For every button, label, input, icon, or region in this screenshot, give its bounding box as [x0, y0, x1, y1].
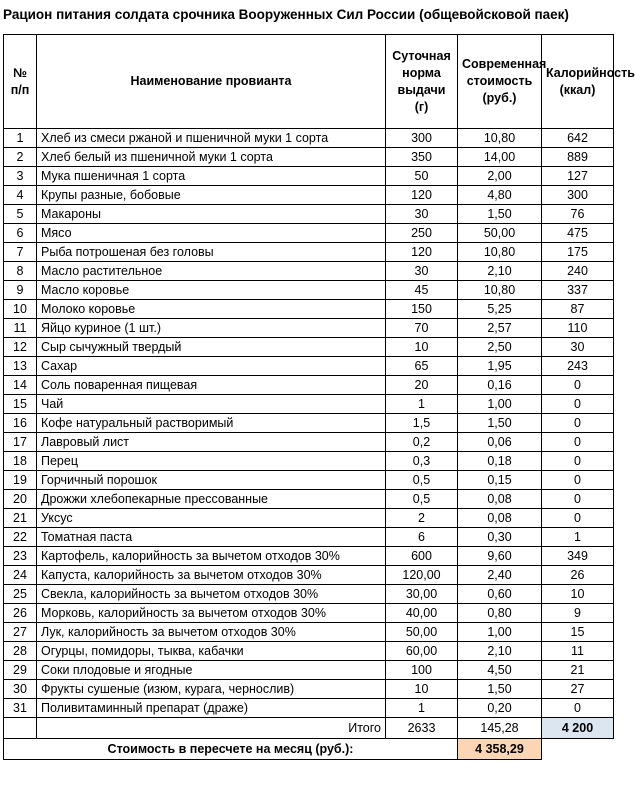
row-norm: 30,00	[386, 585, 458, 604]
table-body	[4, 129, 614, 718]
row-num: 18	[4, 452, 37, 471]
row-norm: 1	[386, 395, 458, 414]
row-name: Томатная паста	[37, 528, 386, 547]
row-norm: 65	[386, 357, 458, 376]
row-norm: 1,5	[386, 414, 458, 433]
row-cal: 30	[542, 338, 614, 357]
header-norm: Суточная норма выдачи (г)	[386, 35, 458, 129]
table-row	[4, 414, 614, 433]
header-num: № п/п	[4, 35, 37, 129]
ration-table	[3, 34, 635, 760]
row-cost: 0,18	[458, 452, 542, 471]
row-norm: 1	[386, 699, 458, 718]
row-num: 3	[4, 167, 37, 186]
table-row	[4, 338, 614, 357]
row-norm: 600	[386, 547, 458, 566]
row-cost: 0,08	[458, 509, 542, 528]
row-cost: 10,80	[458, 129, 542, 148]
row-name: Лавровый лист	[37, 433, 386, 452]
row-norm: 0,3	[386, 452, 458, 471]
row-cost: 4,80	[458, 186, 542, 205]
row-num: 10	[4, 300, 37, 319]
header-name: Наименование провианта	[37, 35, 386, 129]
row-cost: 14,00	[458, 148, 542, 167]
row-cal: 0	[542, 471, 614, 490]
row-norm: 40,00	[386, 604, 458, 623]
total-label: Итого	[37, 718, 386, 739]
monthly-label: Стоимость в пересчете на месяц (руб.):	[4, 739, 458, 760]
row-cost: 0,60	[458, 585, 542, 604]
row-num: 19	[4, 471, 37, 490]
row-cost: 10,80	[458, 281, 542, 300]
table-row	[4, 680, 614, 699]
row-norm: 120,00	[386, 566, 458, 585]
row-norm: 100	[386, 661, 458, 680]
row-name: Макароны	[37, 205, 386, 224]
table-row	[4, 357, 614, 376]
row-name: Хлеб из смеси ржаной и пшеничной муки 1 сорта	[37, 129, 386, 148]
row-norm: 0,2	[386, 433, 458, 452]
row-norm: 45	[386, 281, 458, 300]
table-row	[4, 642, 614, 661]
table-row	[4, 699, 614, 718]
row-cost: 2,10	[458, 262, 542, 281]
table-row	[4, 604, 614, 623]
row-norm: 300	[386, 129, 458, 148]
page-title: Рацион питания солдата срочника Вооруженных Сил России (общевойсковой паек)	[3, 7, 569, 22]
row-cost: 2,50	[458, 338, 542, 357]
row-cal: 15	[542, 623, 614, 642]
row-cost: 0,06	[458, 433, 542, 452]
row-cal: 10	[542, 585, 614, 604]
row-norm: 150	[386, 300, 458, 319]
table-row	[4, 319, 614, 338]
row-cal: 87	[542, 300, 614, 319]
row-cost: 5,25	[458, 300, 542, 319]
row-num: 23	[4, 547, 37, 566]
row-norm: 350	[386, 148, 458, 167]
row-cost: 1,50	[458, 205, 542, 224]
row-num: 13	[4, 357, 37, 376]
row-norm: 60,00	[386, 642, 458, 661]
row-cost: 0,20	[458, 699, 542, 718]
row-name: Картофель, калорийность за вычетом отходов 30%	[37, 547, 386, 566]
row-num: 28	[4, 642, 37, 661]
row-norm: 10	[386, 338, 458, 357]
row-num: 25	[4, 585, 37, 604]
row-name: Молоко коровье	[37, 300, 386, 319]
row-name: Капуста, калорийность за вычетом отходов 30%	[37, 566, 386, 585]
row-name: Мука пшеничная 1 сорта	[37, 167, 386, 186]
row-name: Яйцо куриное (1 шт.)	[37, 319, 386, 338]
table-row	[4, 300, 614, 319]
row-norm: 120	[386, 243, 458, 262]
row-num: 12	[4, 338, 37, 357]
row-cost: 1,50	[458, 680, 542, 699]
row-name: Дрожжи хлебопекарные прессованные	[37, 490, 386, 509]
row-name: Кофе натуральный растворимый	[37, 414, 386, 433]
row-cal: 889	[542, 148, 614, 167]
row-cost: 2,57	[458, 319, 542, 338]
row-cost: 2,40	[458, 566, 542, 585]
row-num: 16	[4, 414, 37, 433]
row-cost: 10,80	[458, 243, 542, 262]
row-cal: 127	[542, 167, 614, 186]
row-cost: 0,08	[458, 490, 542, 509]
row-num: 26	[4, 604, 37, 623]
row-name: Перец	[37, 452, 386, 471]
table-row	[4, 661, 614, 680]
table-row	[4, 186, 614, 205]
row-cal: 0	[542, 490, 614, 509]
row-norm: 30	[386, 205, 458, 224]
row-name: Рыба потрошеная без головы	[37, 243, 386, 262]
row-num: 9	[4, 281, 37, 300]
table-row	[4, 528, 614, 547]
row-num: 6	[4, 224, 37, 243]
row-num: 14	[4, 376, 37, 395]
row-cal: 0	[542, 395, 614, 414]
row-name: Крупы разные, бобовые	[37, 186, 386, 205]
total-empty	[4, 718, 37, 739]
header-row	[4, 35, 614, 129]
table-row	[4, 566, 614, 585]
row-cost: 9,60	[458, 547, 542, 566]
row-cal: 240	[542, 262, 614, 281]
total-cal: 4 200	[542, 718, 614, 739]
row-cost: 2,00	[458, 167, 542, 186]
table-row	[4, 129, 614, 148]
row-name: Огурцы, помидоры, тыква, кабачки	[37, 642, 386, 661]
row-num: 31	[4, 699, 37, 718]
row-cost: 2,10	[458, 642, 542, 661]
table-row	[4, 433, 614, 452]
table-row	[4, 623, 614, 642]
row-num: 29	[4, 661, 37, 680]
row-num: 15	[4, 395, 37, 414]
row-norm: 70	[386, 319, 458, 338]
row-norm: 0,5	[386, 471, 458, 490]
row-name: Соки плодовые и ягодные	[37, 661, 386, 680]
monthly-row	[4, 739, 614, 760]
table-row	[4, 205, 614, 224]
row-norm: 120	[386, 186, 458, 205]
table-row	[4, 224, 614, 243]
table-row	[4, 585, 614, 604]
row-cal: 1	[542, 528, 614, 547]
row-cost: 0,80	[458, 604, 542, 623]
table-row	[4, 509, 614, 528]
monthly-value: 4 358,29	[458, 739, 542, 760]
table-row	[4, 281, 614, 300]
monthly-empty	[542, 739, 614, 760]
row-num: 7	[4, 243, 37, 262]
row-num: 5	[4, 205, 37, 224]
row-num: 8	[4, 262, 37, 281]
row-cal: 475	[542, 224, 614, 243]
row-cal: 300	[542, 186, 614, 205]
row-name: Горчичный порошок	[37, 471, 386, 490]
row-cost: 1,00	[458, 395, 542, 414]
row-num: 30	[4, 680, 37, 699]
row-norm: 30	[386, 262, 458, 281]
row-cal: 11	[542, 642, 614, 661]
table-row	[4, 471, 614, 490]
row-norm: 250	[386, 224, 458, 243]
row-norm: 10	[386, 680, 458, 699]
row-cal: 337	[542, 281, 614, 300]
row-num: 1	[4, 129, 37, 148]
table-row	[4, 167, 614, 186]
row-name: Хлеб белый из пшеничной муки 1 сорта	[37, 148, 386, 167]
row-norm: 20	[386, 376, 458, 395]
total-row	[4, 718, 614, 739]
row-cal: 0	[542, 376, 614, 395]
total-norm: 2633	[386, 718, 458, 739]
row-cal: 0	[542, 414, 614, 433]
row-cal: 110	[542, 319, 614, 338]
row-cal: 0	[542, 452, 614, 471]
row-name: Сыр сычужный твердый	[37, 338, 386, 357]
table-row	[4, 490, 614, 509]
row-norm: 50,00	[386, 623, 458, 642]
row-num: 11	[4, 319, 37, 338]
row-cal: 26	[542, 566, 614, 585]
row-name: Свекла, калорийность за вычетом отходов 30%	[37, 585, 386, 604]
table-row	[4, 376, 614, 395]
row-cost: 4,50	[458, 661, 542, 680]
row-name: Мясо	[37, 224, 386, 243]
row-norm: 2	[386, 509, 458, 528]
row-name: Уксус	[37, 509, 386, 528]
row-cal: 349	[542, 547, 614, 566]
row-cal: 175	[542, 243, 614, 262]
row-num: 21	[4, 509, 37, 528]
table-row	[4, 395, 614, 414]
row-cost: 1,00	[458, 623, 542, 642]
row-cost: 0,30	[458, 528, 542, 547]
total-cost: 145,28	[458, 718, 542, 739]
row-name: Поливитаминный препарат (драже)	[37, 699, 386, 718]
table-row	[4, 262, 614, 281]
row-name: Масло растительное	[37, 262, 386, 281]
row-cal: 0	[542, 699, 614, 718]
row-name: Лук, калорийность за вычетом отходов 30%	[37, 623, 386, 642]
row-num: 17	[4, 433, 37, 452]
row-name: Чай	[37, 395, 386, 414]
header-cal: Калорийность (ккал)	[542, 35, 614, 129]
row-cal: 76	[542, 205, 614, 224]
row-cal: 243	[542, 357, 614, 376]
table-row	[4, 452, 614, 471]
row-cal: 27	[542, 680, 614, 699]
row-cost: 50,00	[458, 224, 542, 243]
row-cal: 21	[542, 661, 614, 680]
row-name: Фрукты сушеные (изюм, курага, чернослив)	[37, 680, 386, 699]
row-cal: 642	[542, 129, 614, 148]
row-cost: 1,95	[458, 357, 542, 376]
table-row	[4, 547, 614, 566]
row-name: Сахар	[37, 357, 386, 376]
row-norm: 6	[386, 528, 458, 547]
row-name: Масло коровье	[37, 281, 386, 300]
row-cal: 0	[542, 433, 614, 452]
row-num: 27	[4, 623, 37, 642]
row-cost: 0,15	[458, 471, 542, 490]
row-num: 4	[4, 186, 37, 205]
row-norm: 0,5	[386, 490, 458, 509]
table-row	[4, 243, 614, 262]
header-cost: Современная стоимость (руб.)	[458, 35, 542, 129]
table-row	[4, 148, 614, 167]
row-cost: 0,16	[458, 376, 542, 395]
row-num: 20	[4, 490, 37, 509]
row-norm: 50	[386, 167, 458, 186]
row-cal: 9	[542, 604, 614, 623]
row-cal: 0	[542, 509, 614, 528]
row-cost: 1,50	[458, 414, 542, 433]
row-num: 22	[4, 528, 37, 547]
row-name: Морковь, калорийность за вычетом отходов 30%	[37, 604, 386, 623]
row-name: Соль поваренная пищевая	[37, 376, 386, 395]
row-num: 2	[4, 148, 37, 167]
row-num: 24	[4, 566, 37, 585]
